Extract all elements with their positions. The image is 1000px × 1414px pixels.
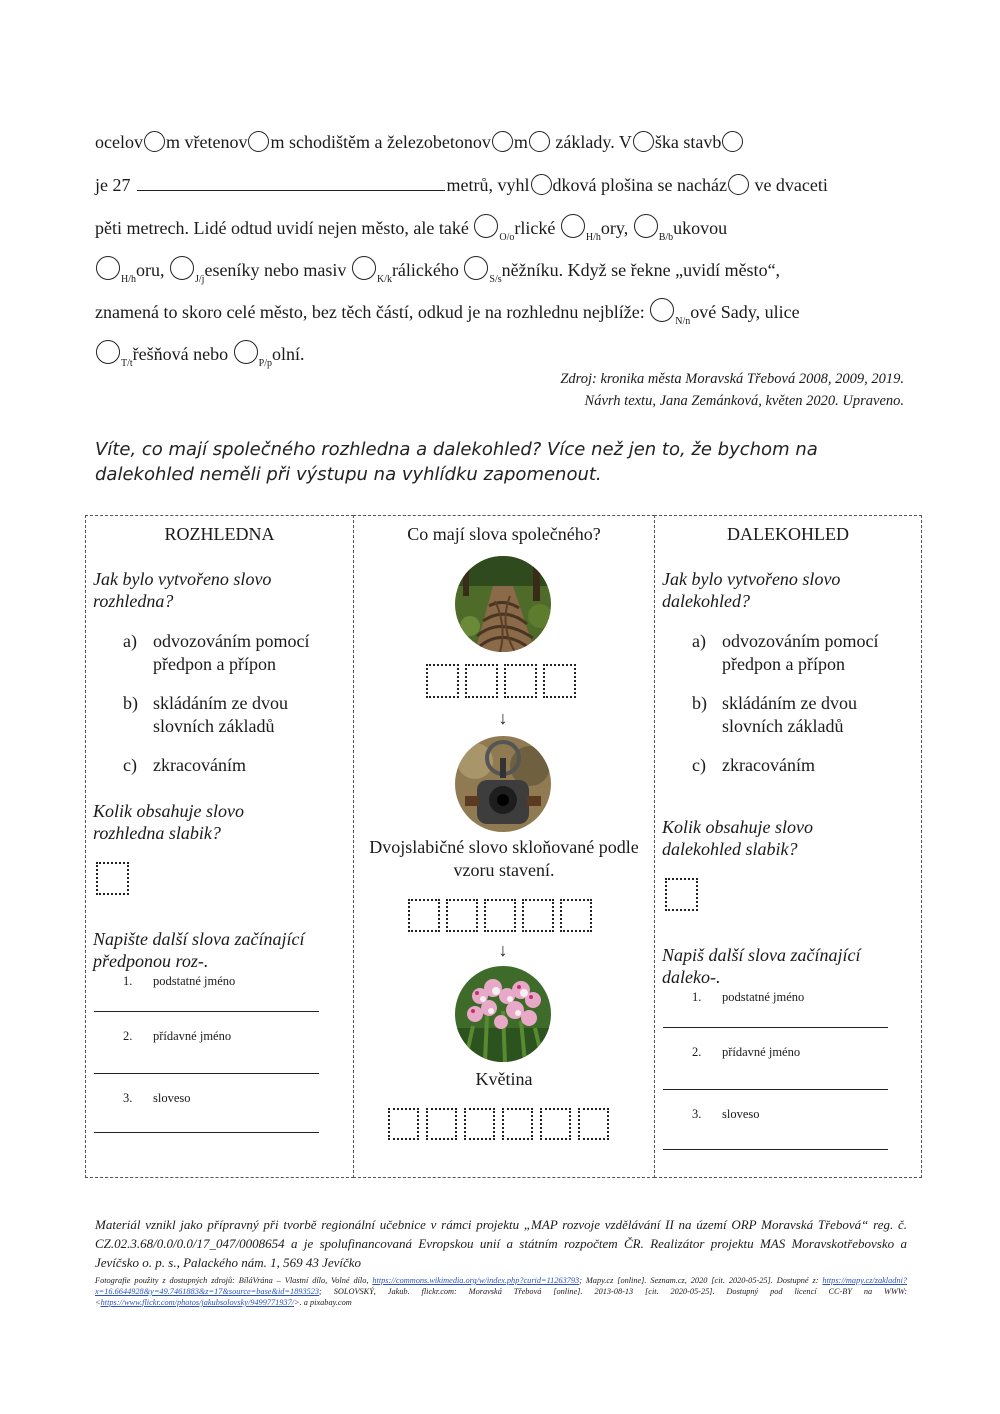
answer-circle[interactable] <box>352 256 376 280</box>
letter-box[interactable] <box>426 664 459 698</box>
answer-circle[interactable] <box>492 131 513 152</box>
rozhledna-panel: ROZHLEDNA Jak bylo vytvořeno slovo rozhledna? a) odvozováním pomocí předpon a přípon b) skládáním ze dvou slovních základů c) zkracováním Kolik obsahuje slovo rozhledna slabik? Napište další slova začínající předponou roz-. 1. podstatné jméno 2. přídavné jméno 3. sloveso <box>85 515 354 1178</box>
credit-link[interactable]: https://www.flickr.com/photos/jakubsolovsky/9499771937/ <box>100 1298 295 1307</box>
text-line-2: je 27 metrů, vyhl dková plošina se nacház ve dvaceti <box>95 175 828 195</box>
question-syllables: Kolik obsahuje slovo rozhledna slabik? <box>93 801 244 843</box>
panel-title: Co mají slova společného? <box>407 524 601 544</box>
answer-circle[interactable] <box>96 340 120 364</box>
panel-title: DALEKOHLED <box>727 524 849 544</box>
footer-photo-credits: Fotografie použity z dostupných zdrojů: BíláVrána – Vlastní dílo, Volné dílo, https://commons.wikimedia.org/w/index.php?curid=11263793; Mapy.cz [online]. Seznam.cz, 2020 [cit. 2020-05-25]. Dostupné z: https://mapy.cz/zakladni?x=16.6644928&y=49.7461883&z=17&source=base&id=1893523; SOLOVSKÝ, Jakub. flickr.com: Moravská Třebová [online]. 2013-08-13 [cit. 2020-05-25]. Dostupný pod licencí CC-BY na WWW: <https://www.flickr.com/photos/jakubsolovsky/9499771937/>. a pixabay.com <box>95 1276 907 1307</box>
answer-line[interactable] <box>663 1149 888 1150</box>
credit-link[interactable]: https://commons.wikimedia.org/w/index.php?curid=11263793 <box>372 1276 580 1285</box>
letter-box[interactable] <box>484 899 516 932</box>
answer-circle[interactable] <box>234 340 258 364</box>
footer-project-note: Materiál vznikl jako přípravný při tvorbě regionální učebnice v rámci projektu „MAP rozvoje vzdělávání II na území ORP Moravská Třebová“ reg. č. CZ.02.3.68/0.0/0.0/17_047/0008654 a je spolufinancovaná Evropskou unií a státním rozpočtem ČR. Realizátor projektu MAS Moravskotřebovsko a Jevíčsko o. p. s., Palackého nám. 1, 569 43 Jevíčko <box>95 1217 907 1270</box>
answer-circle[interactable] <box>650 298 674 322</box>
letter-box[interactable] <box>446 899 478 932</box>
syllable-box[interactable] <box>665 878 698 911</box>
answer-line[interactable] <box>94 1073 319 1074</box>
letter-box[interactable] <box>504 664 537 698</box>
letter-box[interactable] <box>426 1108 457 1140</box>
answer-circle[interactable] <box>248 131 269 152</box>
dalekohled-panel: DALEKOHLED Jak bylo vytvořeno slovo dalekohled? a) odvozováním pomocí předpon a přípon b) skládáním ze dvou slovních základů c) zkracováním Kolik obsahuje slovo dalekohled slabik? Napiš další slova začínající daleko-. 1. podstatné jméno 2. přídavné jméno 3. sloveso <box>654 515 922 1178</box>
letter-box[interactable] <box>560 899 592 932</box>
word-clue: Dvojslabičné slovo skloňované podle vzoru stavení. <box>369 837 639 880</box>
snapdragon-flower-photo <box>455 966 551 1062</box>
question-word-formation: Jak bylo vytvořeno slovo rozhledna? <box>93 569 272 611</box>
answer-circle[interactable] <box>144 131 165 152</box>
letter-box[interactable] <box>540 1108 571 1140</box>
down-arrow-icon: ↓ <box>498 940 508 960</box>
source-line-1: Zdroj: kronika města Moravská Třebová 2008, 2009, 2019. <box>560 371 904 387</box>
question-more-words: Napište další slova začínající předponou roz-. <box>93 929 305 971</box>
letter-box[interactable] <box>464 1108 495 1140</box>
forest-path-photo <box>455 556 551 652</box>
answer-circle[interactable] <box>531 174 552 195</box>
flower-label: Květina <box>475 1069 533 1089</box>
question-word-formation: Jak bylo vytvořeno slovo dalekohled? <box>662 569 841 611</box>
source-line-2: Návrh textu, Jana Zemánková, květen 2020. Upraveno. <box>584 393 904 409</box>
text-line-4: $_{H/h}$oru, $_{J/j}$eseníky nebo masiv $_{K/k}$rálického $_{S/s}$něžníku. Když se řekne „uvidí město“, <box>95 256 905 285</box>
letter-box[interactable] <box>543 664 576 698</box>
letter-box[interactable] <box>522 899 554 932</box>
intro-question: Víte, co mají společného rozhledna a dalekohled? Více než jen to, že bychom na dalekohled neměli při výstupu na vyhlídku zapomenout. <box>95 439 818 485</box>
answer-circle[interactable] <box>634 214 658 238</box>
text-line-6: $_{T/t}$řešňová nebo $_{P/p}$olní. <box>95 340 905 369</box>
question-more-words: Napiš další slova začínající daleko-. <box>662 945 861 987</box>
syllable-box[interactable] <box>96 862 129 895</box>
answer-circle[interactable] <box>474 214 498 238</box>
answer-circle[interactable] <box>96 256 120 280</box>
text-line-3: pěti metrech. Lidé odtud uvidí nejen město, ale také $_{O/o}$rlické $_{H/h}$ory, $_{B/b}$ukovou <box>95 214 905 243</box>
letter-box[interactable] <box>388 1108 419 1140</box>
down-arrow-icon: ↓ <box>498 708 508 728</box>
panel-title: ROZHLEDNA <box>164 524 275 544</box>
letter-box[interactable] <box>465 664 498 698</box>
question-syllables: Kolik obsahuje slovo dalekohled slabik? <box>662 817 813 859</box>
letter-box[interactable] <box>502 1108 533 1140</box>
answer-line[interactable] <box>94 1011 319 1012</box>
answer-line[interactable] <box>94 1132 319 1133</box>
middle-panel <box>353 515 655 1178</box>
answer-circle[interactable] <box>722 131 743 152</box>
credit-link[interactable]: https://mapy.cz/zakladni?x=16.6644928&y=49.7461883&z=17&source=base&id=1893523 <box>95 1276 907 1296</box>
answer-circle[interactable] <box>170 256 194 280</box>
answer-blank[interactable] <box>137 176 445 191</box>
answer-line[interactable] <box>663 1089 888 1090</box>
answer-circle[interactable] <box>728 174 749 195</box>
answer-circle[interactable] <box>529 131 550 152</box>
answer-circle[interactable] <box>633 131 654 152</box>
answer-circle[interactable] <box>464 256 488 280</box>
text-line-1: ocelov m vřetenov m schodištěm a železobetonov m základy. V ška stavb <box>95 131 905 153</box>
text-line-5: znamená to skoro celé město, bez těch částí, odkud je na rozhlednu nejblíže: $_{N/n}$ové Sady, ulice <box>95 298 905 327</box>
letter-box[interactable] <box>408 899 440 932</box>
rifle-sight-photo <box>455 736 551 832</box>
answer-circle[interactable] <box>561 214 585 238</box>
answer-line[interactable] <box>663 1027 888 1028</box>
letter-box[interactable] <box>578 1108 609 1140</box>
